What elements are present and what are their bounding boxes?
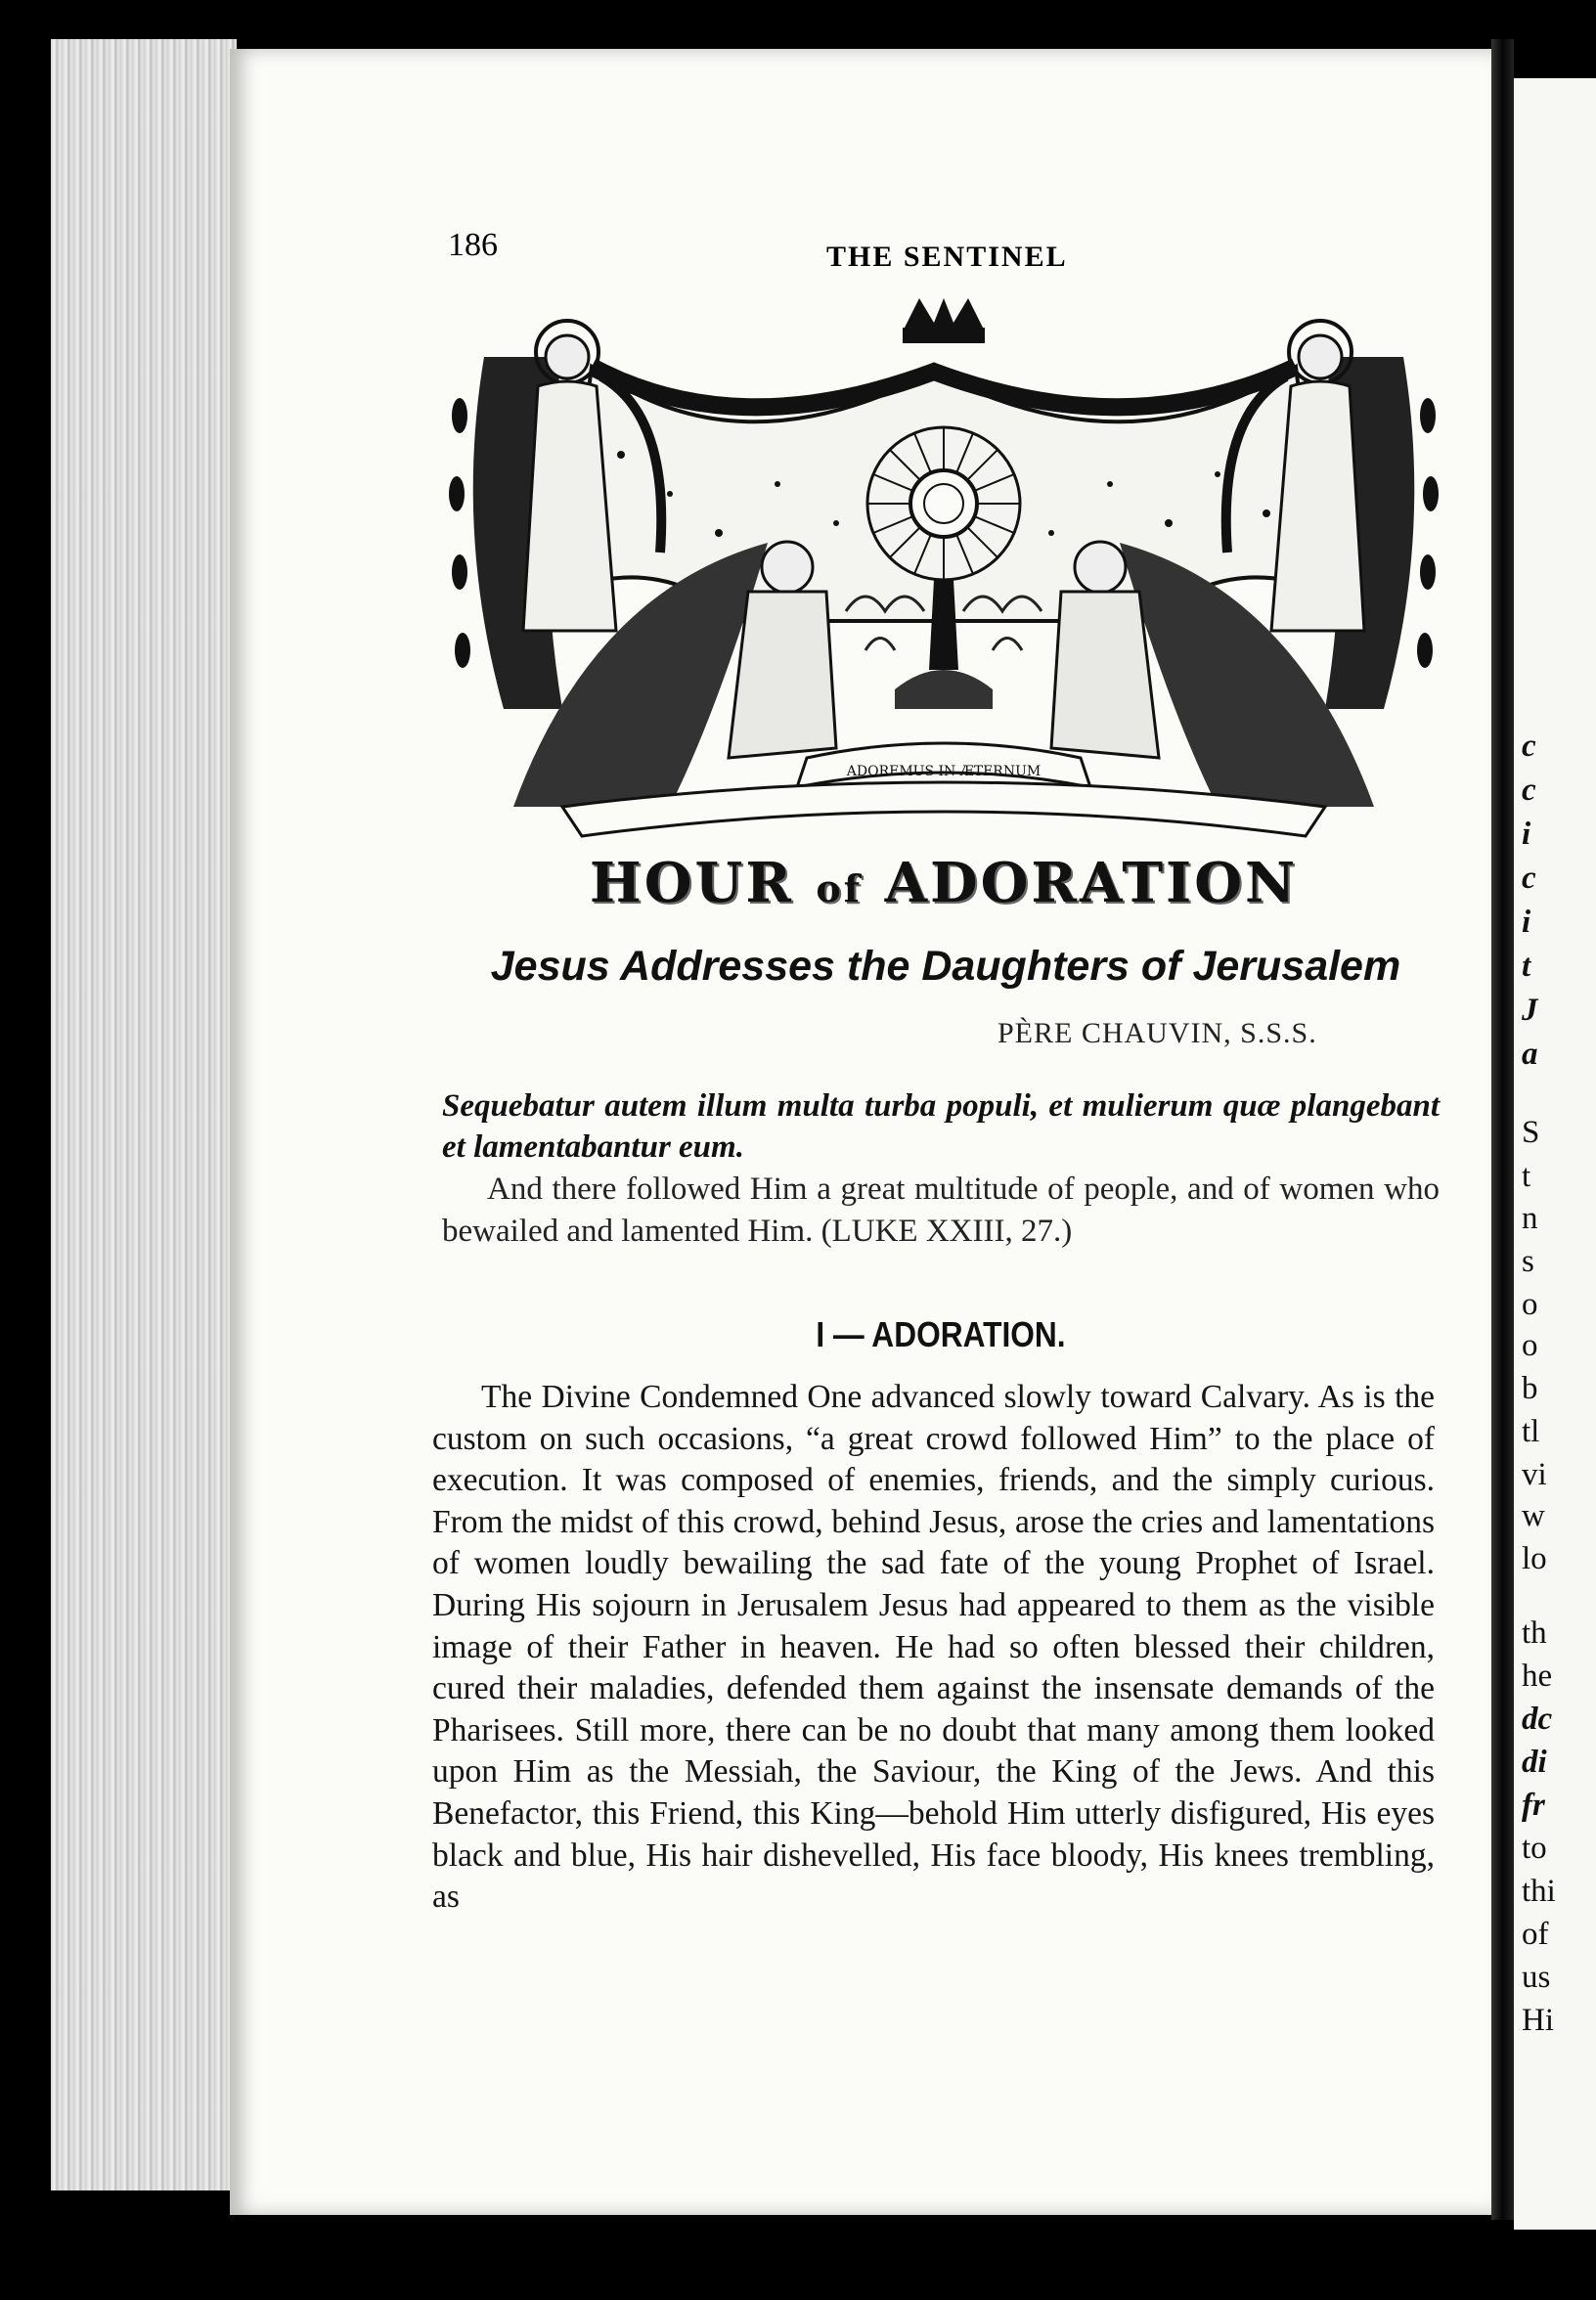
- section-heading: I — ADORATION.: [816, 1314, 1066, 1354]
- facing-page-fragment: t: [1522, 1159, 1531, 1194]
- adoration-vignette: [445, 298, 1442, 846]
- page-number: 186: [448, 227, 498, 263]
- facing-page-fragment: n: [1522, 1201, 1538, 1236]
- facing-page-fragment: dc: [1522, 1702, 1553, 1737]
- facing-page-fragment: c: [1522, 773, 1536, 808]
- page-edges: [51, 39, 237, 2190]
- book-spine: [1491, 39, 1514, 2220]
- hour-of-adoration-title: [445, 851, 1442, 915]
- facing-page-fragment: di: [1522, 1745, 1547, 1780]
- facing-page-fragment: J: [1522, 993, 1538, 1028]
- facing-page-fragment: tl: [1522, 1414, 1540, 1449]
- facing-page-fragment: thi: [1522, 1874, 1556, 1909]
- facing-page-fragment: b: [1522, 1371, 1538, 1406]
- facing-page-fragment: o: [1522, 1328, 1538, 1363]
- facing-page-fragment: a: [1522, 1037, 1538, 1072]
- facing-page-fragment: Hi: [1522, 2003, 1554, 2038]
- facing-page-fragment: fr: [1522, 1788, 1545, 1823]
- article-author: PÈRE CHAUVIN, S.S.S.: [998, 1017, 1317, 1049]
- facing-page-fragment: i: [1522, 905, 1531, 940]
- facing-page-fragment: c: [1522, 861, 1536, 896]
- epigraph-translation: And there followed Him a great multitude of people, and of women who bewailed and lamented Him. (LUKE XXIII, 27.): [442, 1172, 1440, 1249]
- facing-page-fragment: o: [1522, 1287, 1538, 1322]
- title-of: of: [816, 866, 864, 910]
- facing-page-fragment: vi: [1522, 1457, 1547, 1492]
- title-hour: HOUR: [589, 851, 794, 915]
- facing-page-fragment: i: [1522, 817, 1531, 852]
- facing-page-fragment: to: [1522, 1831, 1547, 1866]
- title-adoration: ADORATION: [884, 851, 1299, 915]
- facing-page-fragment: c: [1522, 729, 1536, 764]
- facing-page-fragment: he: [1522, 1659, 1553, 1694]
- running-head: THE SENTINEL: [826, 241, 1068, 273]
- facing-page: [1514, 78, 1596, 2230]
- facing-page-fragment: th: [1522, 1615, 1547, 1651]
- body-paragraph: The Divine Condemned One advanced slowly toward Calvary. As is the custom on such occasions, “a great crowd followed Him” to the place of execution. It was composed of enemies, friends, and the simply curious. From the midst of this crowd, behind Jesus, arose the cries and lamentations of women loudly bewailing the sad fate of the young Prophet of Israel. During His sojourn in Jerusalem Jesus had appeared to them as the visible image of their Father in heaven. He had so often blessed their children, cured their maladies, defended them against the insensate demands of the Pharisees. Still more, there can be no doubt that many among them looked upon Him as the Messiah, the Saviour, the King of the Jews. And this Benefactor, this Friend, this King—behold Him utterly disfigured, His eyes black and blue, His hair dishevelled, His face bloody, His knees trembling, as: [432, 1379, 1435, 1916]
- facing-page-fragment: lo: [1522, 1541, 1547, 1576]
- article-subtitle: Jesus Addresses the Daughters of Jerusalem: [490, 943, 1401, 990]
- facing-page-fragment: S: [1522, 1115, 1540, 1150]
- latin-epigraph: Sequebatur autem illum multa turba populi, et mulierum quæ plangebant et lamentabantur eum.: [442, 1088, 1440, 1165]
- facing-page-fragment: us: [1522, 1960, 1551, 1995]
- vignette-inscription: ADOREMUS IN ÆTERNUM: [846, 764, 1042, 779]
- facing-page-fragment: w: [1522, 1498, 1545, 1533]
- facing-page-fragment: t: [1522, 949, 1531, 984]
- facing-page-fragment: s: [1522, 1244, 1534, 1279]
- facing-page-fragment: of: [1522, 1917, 1549, 1952]
